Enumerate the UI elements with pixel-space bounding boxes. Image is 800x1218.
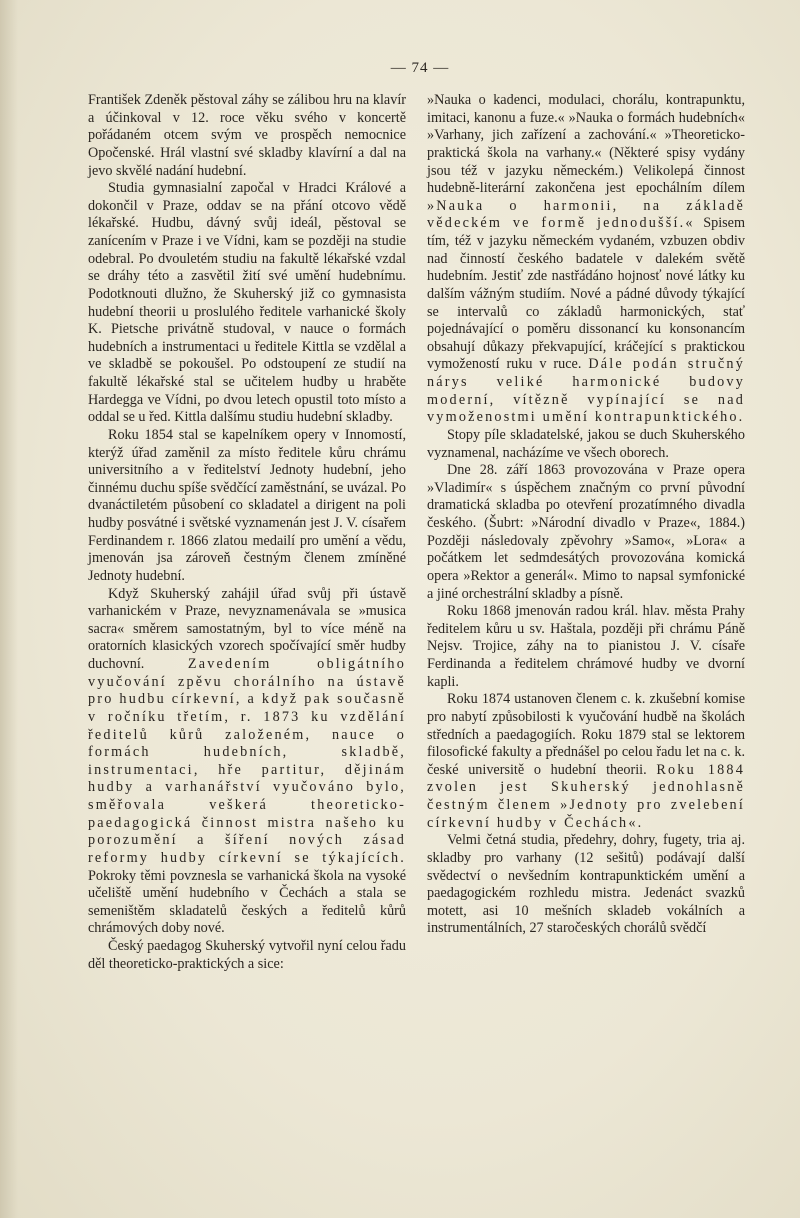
paragraph-left-4 — [88, 586, 406, 939]
paragraph-right-5 — [427, 691, 745, 832]
paragraph-right-1 — [427, 92, 745, 427]
paragraph-left-3: Roku 1854 stal se kapelníkem opery v Innomostí, kterýž úřad zaměnil za místo ředitele kůru chrámu universitního a v ředitelství Jednoty hudební, jeho činnému duchu spíše svědčící zaměstnání, se uvázal. Po dvanáctiletém působení co skladatel a dirigent na poli hudby posvátné i světské vyznamenán jest J. V. císařem Ferdinandem r. 1866 zlatou medailí pro umění a vědu, jmenován jsa zároveň čestným členem zmíněné Jednoty hudební. — [88, 426, 406, 584]
paragraph-right-3: Dne 28. září 1863 provozována v Praze opera »Vladimír« s úspěchem značným co první původní dramatická skladba po otevření prozatímného divadla českého. (Šubrt: »Národní divadlo v Praze«, 1884.) Později následovaly zpěvohry »Samo«, »Lora« a počátkem let sedmdesátých provozována komická opera »Rektor a generál«. Mimo to napsal symfonické a jiné orchestrální skladby a písně. — [427, 462, 745, 602]
paragraph-left-4-intro: Když Skuherský zahájil úřad svůj při ústavě varhanickém v Praze, nevyznamenávala se »musica sacra« směrem samostatným, byl to více méně na oratorních klasických vzorech spočívající směr hudby duchovní. — [88, 585, 406, 672]
left-column — [88, 92, 406, 973]
paragraph-right-4: Roku 1868 jmenován radou král. hlav. města Prahy ředitelem kůru u sv. Haštala, později při chrámu Páně Nejsv. Trojice, záhy na to pianistou J. V. císaře Ferdinanda a ředitelem chrámové hudby ve dvorní kapli. — [427, 603, 745, 690]
paragraph-left-4-rest: Pokroky těmi povznesla se varhanická škola na vysoké učeliště umění hudebního v Čechách a stala se semeništěm skladatelů českých a ředitelů kůrů chrámových doby nové. — [88, 867, 406, 937]
paragraph-right-2: Stopy píle skladatelské, jakou se duch Skuherského vyznamenal, nacházíme ve všech oborech. — [427, 426, 745, 461]
paragraph-left-5: Český paedagog Skuherský vytvořil nyní celou řadu děl theoreticko-praktických a sice: — [88, 938, 406, 972]
paragraph-left-4-spaced: Zavedením obligátního vyučování zpěvu chorálního na ústavě pro hudbu církevní, a když pak současně v ročníku třetím, r. 1873 ku vzdělání ředitelů kůrů založeném, nauce o formách hudebních, skladbě, instrumentaci, hře partitur, dějinám hudby a varhanářství vyučováno bylo, směřovala veškerá theoreticko-paedagogická činnost mistra našeho ku porozumění a šíření nových zásad reformy hudby církevní se týkajících. — [88, 656, 406, 866]
paragraph-left-2: Studia gymnasialní započal v Hradci Králové a dokončil v Praze, oddav se na přání otcovo vědě lékařské. Hudbu, dávný svůj ideál, pěstoval se zanícením v Praze i ve Vídni, kam se později na studie odebral. Po dvouletém studiu na fakultě lékařské vzdal se dráhy této a zasvětil žití své umění hudebnímu. Podotknouti dlužno, že Skuherský již co gymnasista hudební theorii u proslulého ředitele varhanické školy K. Pietsche privátně studoval, v nauce o formách hudebních a instrumentaci u ředitele Kittla se vzdělal a ve skladbě se pokoušel. Po odstoupení ze studií na fakultě lékařské stal se učitelem hudby u hraběte Hardegga ve Vídni, po dvou letech opustil toto místo a oddal se u řed. Kittla dalšímu studiu hudební skladby. — [88, 180, 406, 426]
binding-shadow — [0, 0, 18, 1218]
right-column — [427, 92, 745, 938]
paragraph-right-5-spaced: Roku 1884 zvolen jest Skuherský jednohlasně čestným členem »Jednoty pro zvelebení církevní hudby v Čechách«. — [427, 761, 746, 831]
paragraph-right-1-intro: »Nauka o kadenci, modulaci, chorálu, kontrapunktu, imitaci, kanonu a fuze.« »Nauka o formách hudebních« »Varhany, jich zařízení a zachování.« »Theoreticko-praktická škola na varhany.« (Některé spisy vydány jsou též v jazyku německém.) Velikolepá činnost hudebně-literární zakončena jest epochálním dílem — [427, 92, 745, 197]
paragraph-right-1-end: Dále podán stručný nárys veliké harmonické budovy moderní, vítězně vypínající se nad vymoženostmi umění kontrapunktického. — [427, 356, 746, 426]
paragraph-right-1-mid: Spisem tím, též v jazyku německém vydaném, vzbuzen obdiv nad činností českého badatele v dalekém světě hudebním. Jestiť zde nastřádáno hojnosť nové látky ku dalším vážným studiím. Nové a pádné důvody týkající se intervalů co základů harmonických, stať pojednávající o poměru dissonancí ku konsonancím obsahují důkazy překvapující, kráčející s praktickou vymožeností ruku v ruce. — [427, 215, 745, 373]
paragraph-right-6: Velmi četná studia, předehry, dohry, fugety, tria aj. skladby pro varhany (12 sešitů) podávají další svědectví o nevšedním kontrapunktickém umění a paedagogickém rozhledu mistra. Jedenáct svazků motett, asi 10 mešních skladeb vokálních a instrumentálních, 27 staročeských chorálů svědčí — [427, 832, 745, 937]
paragraph-left-1: František Zdeněk pěstoval záhy se zálibou hru na klavír a účinkoval v 12. roce věku svého v koncertě pořádaném otcem svým ve prospěch nemocnice Opočenské. Hrál vlastní své skladby klavírní a dal na jevo skvělé nadání hudební. — [88, 92, 406, 179]
paragraph-right-1-title: »Nauka o harmonii, na základě vědeckém ve formě jednodušší.« — [427, 197, 745, 232]
page-number: — 74 — — [390, 60, 450, 76]
paragraph-right-5-intro: Roku 1874 ustanoven členem c. k. zkušební komise pro nabytí způsobilosti k vyučování hudbě na školách středních a paedagogiích. Roku 1879 stal se lektorem filosofické fakulty a přednášel po celou řadu let na c. k. české universitě o hudební theorii. — [427, 691, 745, 778]
